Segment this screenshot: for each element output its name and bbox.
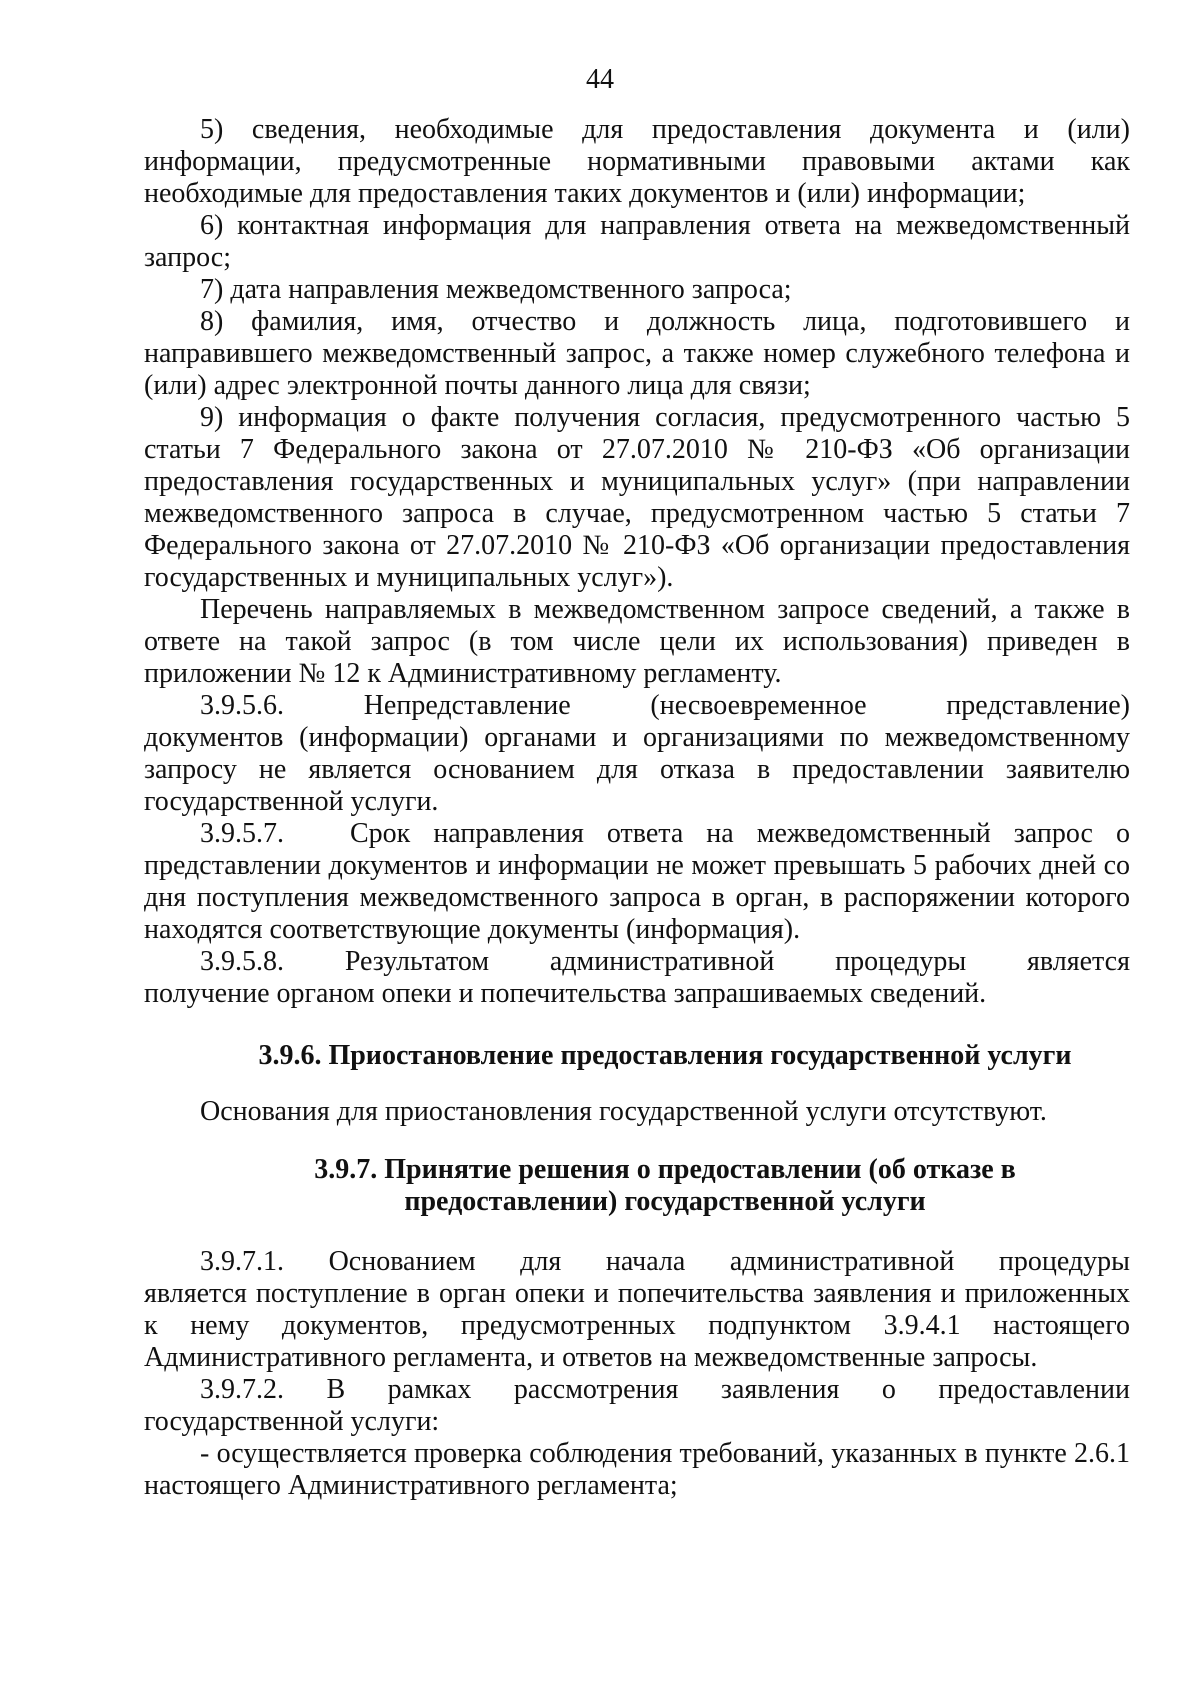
clause-word: Непредставление (363, 690, 571, 721)
clause-3-9-5-6-rest: документов (информации) органами и организациями по межведомственному запросу не является основанием для отказа в предоставлении заявителю государственной услуги. (144, 722, 1130, 817)
clause-word: процедуры (835, 946, 967, 977)
clause-word: заявления (720, 1374, 840, 1405)
clause-3-9-7-1-rest: является поступление в орган опеки и попечительства заявления и приложенных к нему документов, предусмотренных подпунктом 3.9.4.1 настоящего Административного регламента, и ответов на межведомственные запросы. (144, 1278, 1130, 1373)
clause-3-9-5-6-first-line (144, 690, 1130, 722)
clause-word: начала (605, 1246, 686, 1277)
clause-3-9-5-7-rest: представлении документов и информации не может превышать 5 рабочих дней со дня поступления межведомственного запроса в орган, в распоряжении которого находятся соответствующие документы (информация). (144, 850, 1130, 945)
section-heading-3-9-7-line-2: предоставлении) государственной услуги (404, 1186, 926, 1217)
clause-word: административной (549, 946, 775, 977)
clause-3-9-7-2-first-line (144, 1374, 1130, 1406)
bullet-item-1: - осуществляется проверка соблюдения требований, указанных в пункте 2.6.1 настоящего Административного регламента; (144, 1438, 1130, 1501)
clause-word: представление) (946, 690, 1130, 721)
clause-word: для (520, 1246, 562, 1277)
clause-word: является (1027, 946, 1130, 977)
clause-word: В (326, 1374, 346, 1405)
clause-word: рассмотрения (513, 1374, 679, 1405)
item-8: 8) фамилия, имя, отчество и должность лица, подготовившего и направившего межведомственный запрос, а также номер служебного телефона и (или) адрес электронной почты данного лица для связи; (144, 306, 1130, 401)
clause-3-9-5-8-rest: получение органом опеки и попечительства запрашиваемых сведений. (144, 978, 987, 1009)
clause-word: рамках (387, 1374, 472, 1405)
clause-3-9-5-8-first-line (144, 946, 1130, 978)
section-heading-3-9-7-line-1: 3.9.7. Принятие решения о предоставлении (об отказе в (314, 1154, 1016, 1185)
clause-number: 3.9.5.6. (200, 690, 284, 721)
clause-3-9-7-2-rest: государственной услуги: (144, 1406, 440, 1437)
item-5-line-2 (144, 146, 1130, 178)
clause-word: предоставлении (938, 1374, 1130, 1405)
clause-3-9-7-1-first-line (144, 1246, 1130, 1278)
clause-word: административной (729, 1246, 955, 1277)
item-9: 9) информация о факте получения согласия, предусмотренного частью 5 статьи 7 Федерального закона от 27.07.2010 № 210-ФЗ «Об организации предоставления государственных и муниципальных услуг» (при направлении межведомственного запроса в случае, предусмотренном частью 5 статьи 7 Федерального закона от 27.07.2010 № 210-ФЗ «Об организации предоставления государственных и муниципальных услуг»). (144, 402, 1130, 593)
item-6: 6) контактная информация для направления ответа на межведомственный запрос; (144, 210, 1130, 273)
clause-word: (несвоевременное (650, 690, 867, 721)
clause-number: 3.9.7.1. (200, 1246, 284, 1277)
section-3-9-6-text: Основания для приостановления государственной услуги отсутствуют. (200, 1096, 1047, 1127)
section-heading-3-9-7 (144, 1154, 1130, 1218)
clause-number: 3.9.5.7. (200, 818, 284, 849)
section-heading-3-9-6: 3.9.6. Приостановление предоставления государственной услуги (258, 1040, 1072, 1071)
list-info-paragraph: Перечень направляемых в межведомственном запросе сведений, а также в ответе на такой запрос (в том числе цели их использования) приведен в приложении № 12 к Административному регламенту. (144, 594, 1130, 689)
clause-word: Результатом (344, 946, 490, 977)
item-5-rest: необходимые для предоставления таких документов и (или) информации; (144, 178, 1026, 209)
item-5-line-1 (144, 114, 1130, 146)
item-7: 7) дата направления межведомственного запроса; (200, 274, 792, 305)
item-5-text-2: информации, предусмотренные нормативными правовыми актами как (144, 146, 1130, 177)
clause-number: 3.9.5.8. (200, 946, 284, 977)
clause-3-9-5-7-first-line (144, 818, 1130, 850)
clause-word: о (881, 1374, 896, 1405)
clause-number: 3.9.7.2. (200, 1374, 284, 1405)
page-number: 44 (586, 64, 614, 95)
clause-word: Основанием (328, 1246, 476, 1277)
page-content (144, 114, 1130, 1502)
item-5-text-1: 5) сведения, необходимые для предоставления документа и (или) (200, 114, 1130, 145)
clause-word: процедуры (998, 1246, 1130, 1277)
clause-first-text: Срок направления ответа на межведомственный запрос о (350, 818, 1130, 849)
